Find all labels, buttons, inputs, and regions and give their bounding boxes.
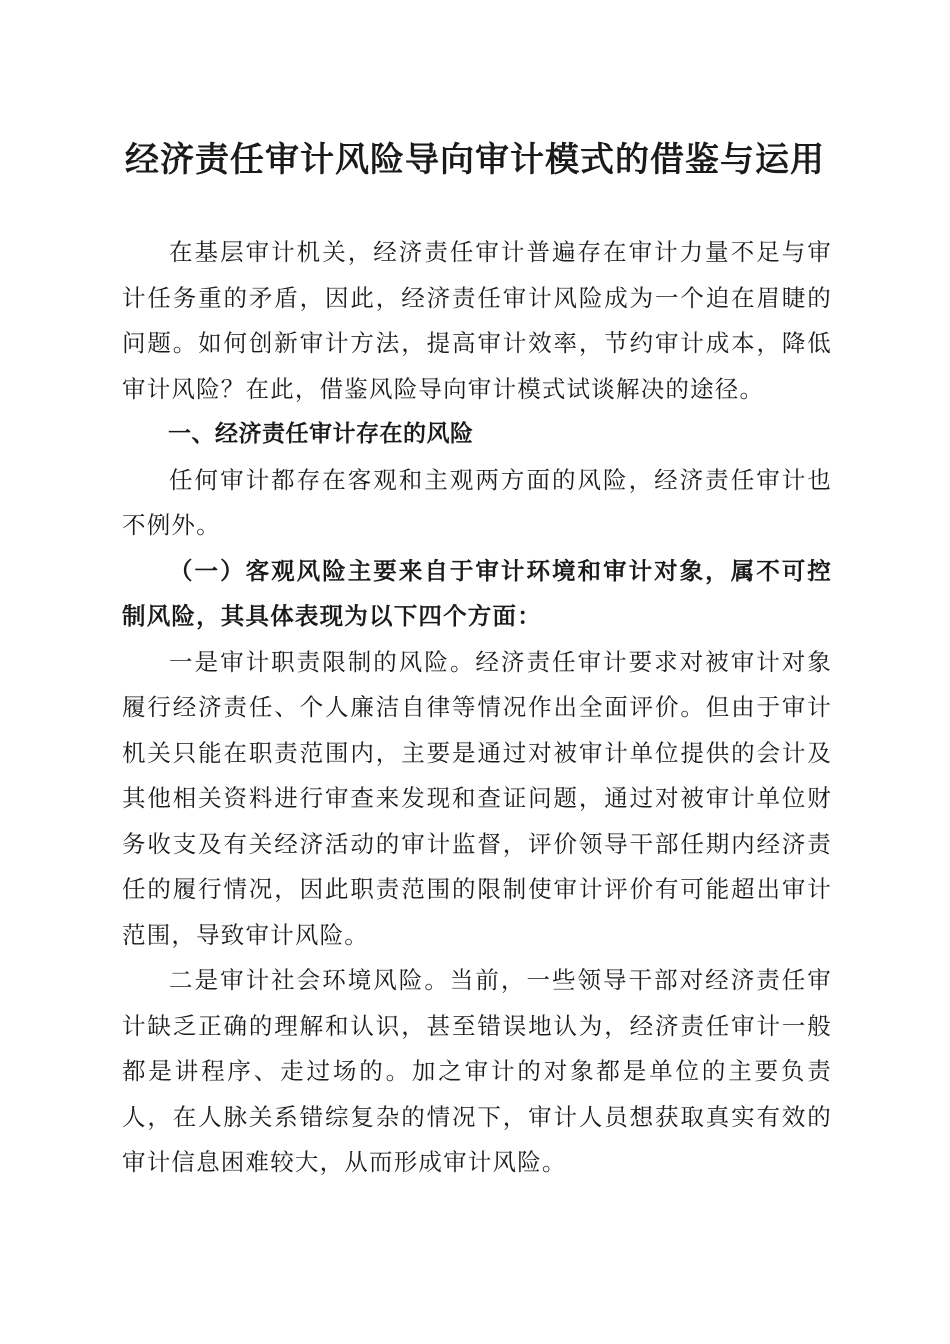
section-heading: 一、经济责任审计存在的风险	[168, 421, 474, 447]
intro-paragraph: 在基层审计机关，经济责任审计普遍存在审计力量不足与审计任务重的矛盾，因此，经济责任审计风险成为一个迫在眉睫的问题。如何创新审计方法，提高审计效率，节约审计成本，降低审计风险？在此，借鉴风险导向审计模式试谈解决的途径。	[122, 238, 832, 403]
body-paragraph: 二是审计社会环境风险。当前，一些领导干部对经济责任审计缺乏正确的理解和认识，甚至错误地认为，经济责任审计一般都是讲程序、走过场的。加之审计的对象都是单位的主要负责人，在人脉关系错综复杂的情况下，审计人员想获取真实有效的审计信息困难较大，从而形成审计风险。	[122, 966, 832, 1176]
document-title: 经济责任审计风险导向审计模式的借鉴与运用	[125, 140, 825, 180]
document-body	[122, 230, 832, 1186]
subsection-heading: （一）客观风险主要来自于审计环境和审计对象，属不可控制风险，其具体表现为以下四个方面：	[122, 556, 832, 630]
body-paragraph: 一是审计职责限制的风险。经济责任审计要求对被审计对象履行经济责任、个人廉洁自律等情况作出全面评价。但由于审计机关只能在职责范围内，主要是通过对被审计单位提供的会计及其他相关资料进行审查来发现和查证问题，通过对被审计单位财务收支及有关经济活动的审计监督，评价领导干部任期内经济责任的履行情况，因此职责范围的限制使审计评价有可能超出审计范围，导致审计风险。	[122, 647, 832, 949]
body-paragraph: 任何审计都存在客观和主观两方面的风险，经济责任审计也不例外。	[122, 465, 832, 539]
